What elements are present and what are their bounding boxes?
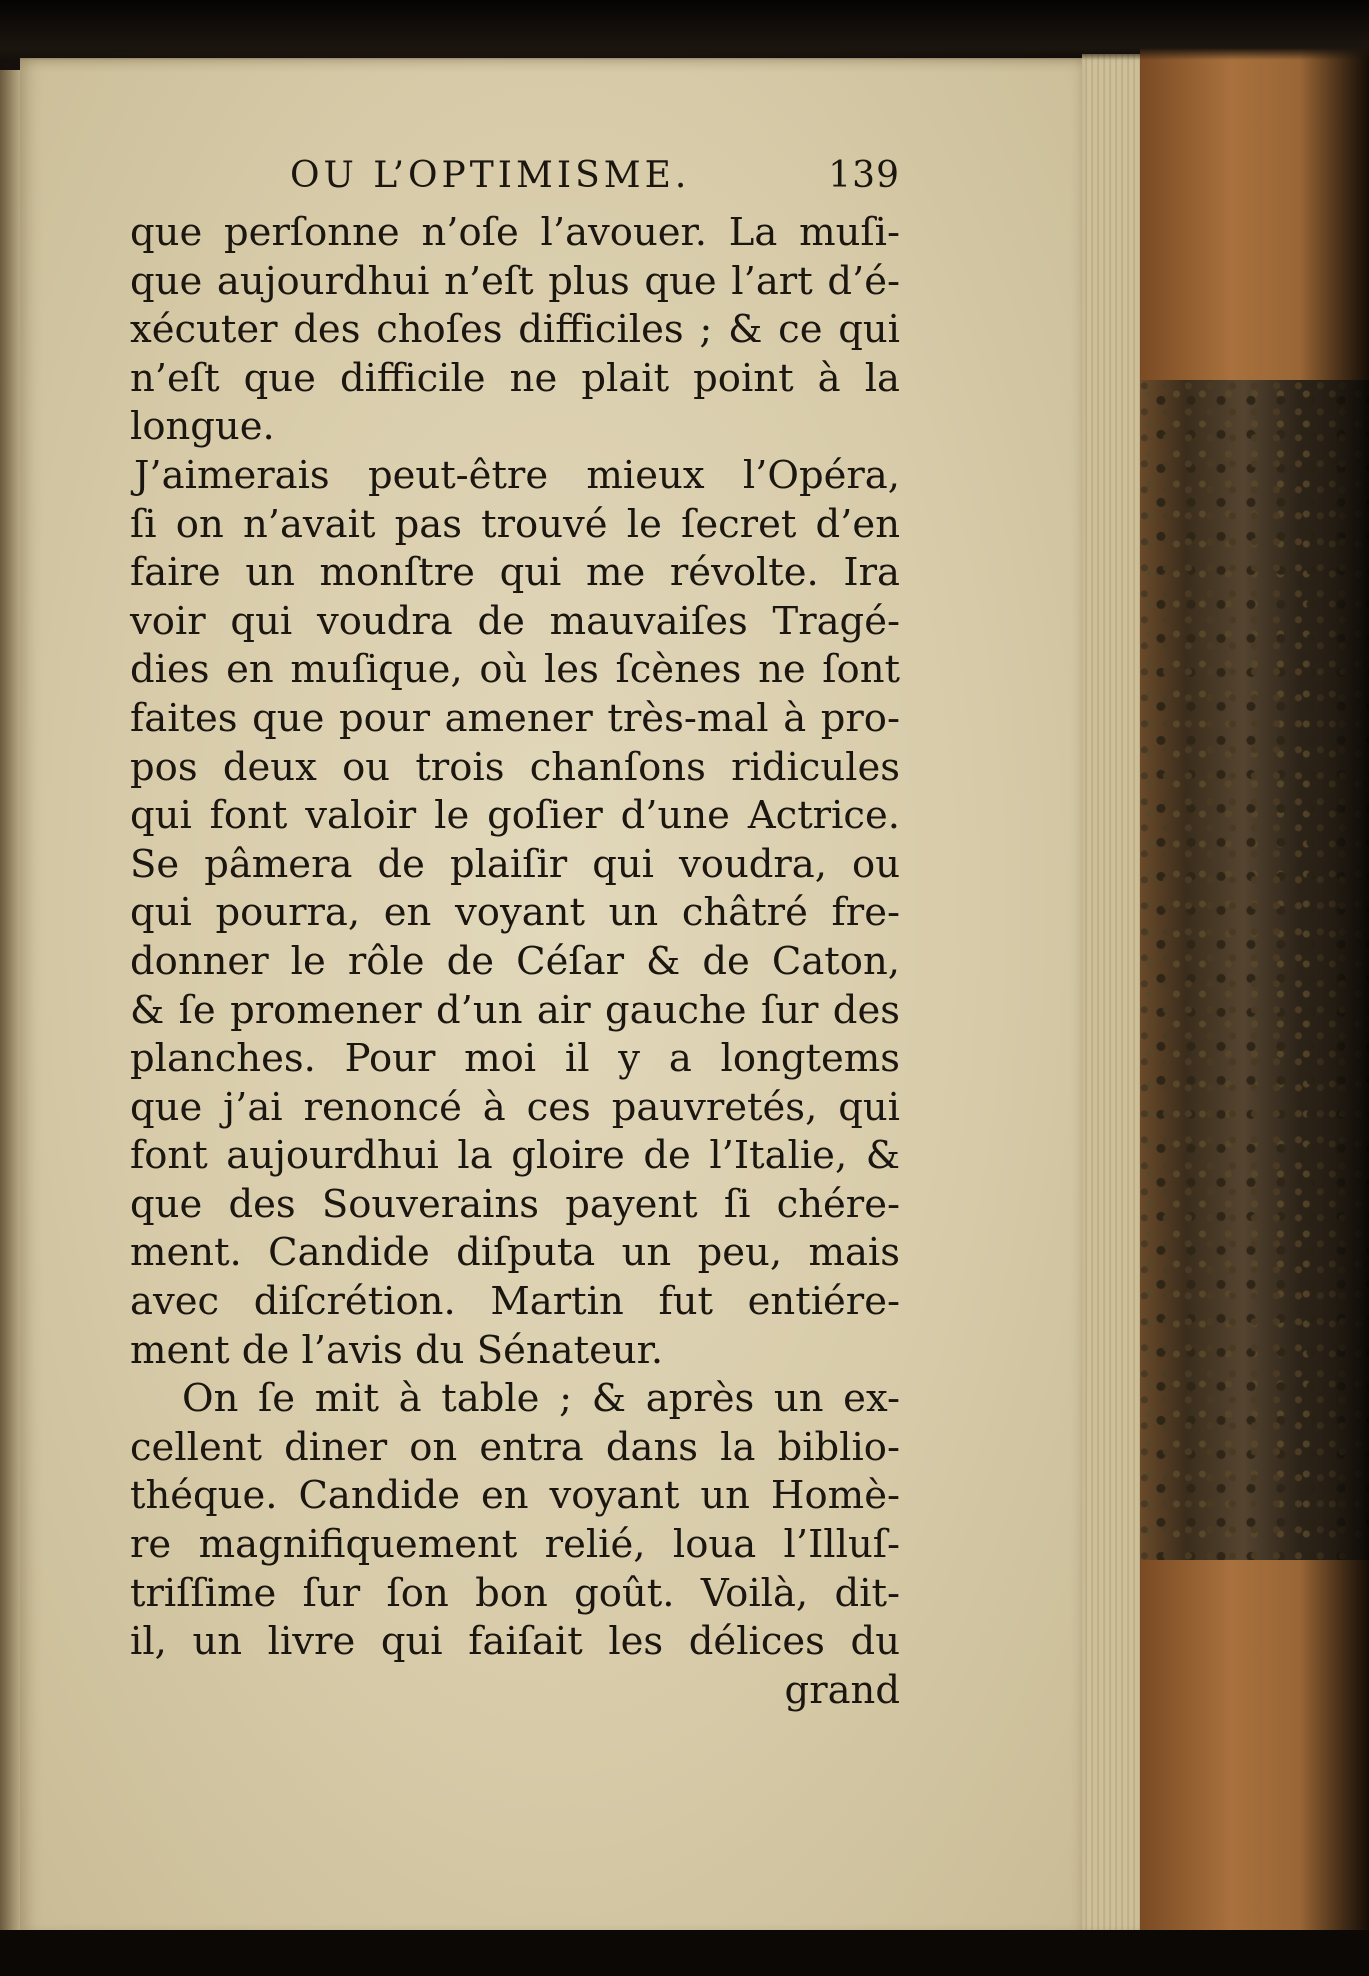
text-line: On ſe mit à table ; & après un ex- [182, 1376, 900, 1422]
page-text [130, 155, 900, 1715]
text-line: dies en muſique, où les ſcènes ne ſont [130, 647, 900, 693]
text-line: donner le rôle de Céſar & de Caton, [130, 938, 900, 984]
text-line: triſſime ſur ſon bon goût. Voilà, dit- [130, 1570, 900, 1616]
text-line: ment de l’avis du Sénateur. [130, 1327, 664, 1373]
text-line: ſi on n’avait pas trouvé le ſecret d’en [130, 501, 900, 547]
text-line: xécuter des choſes difficiles ; & ce qui [130, 307, 900, 353]
text-line: il, un livre qui faiſait les délices du [130, 1619, 900, 1665]
text-line: font aujourdhui la gloire de l’Italie, & [130, 1133, 900, 1179]
text-line: planches. Pour moi il y a longtems [130, 1036, 900, 1082]
text-line: faites que pour amener très-mal à pro- [130, 695, 900, 741]
text-line: J’aimerais peut-être mieux l’Opéra, [134, 452, 900, 498]
text-line: pos deux ou trois chanſons ridicules [130, 744, 900, 790]
text-line: longue. [130, 404, 275, 450]
text-line: ment. Candide diſputa un peu, mais [130, 1230, 900, 1276]
text-line: qui pourra, en voyant un châtré fre- [130, 890, 900, 936]
text-line: Se pâmera de plaiſir qui voudra, ou [130, 841, 900, 887]
running-title: OU L’OPTIMISME. [290, 155, 691, 196]
text-line: que des Souverains payent ſi chére- [130, 1181, 900, 1227]
text-line: que j’ai renoncé à ces pauvretés, qui [130, 1084, 900, 1130]
text-line: avec diſcrétion. Martin fut entiére- [130, 1279, 900, 1325]
catchword: grand [784, 1667, 900, 1713]
text-line: re magnifiquement relié, loua l’Illuſ- [130, 1522, 900, 1568]
text-line: que aujourdhui n’eſt plus que l’art d’é- [130, 258, 900, 304]
text-line: faire un monſtre qui me révolte. Ira [130, 550, 900, 596]
text-line: & ſe promener d’un air gauche ſur des [130, 987, 900, 1033]
page-number: 139 [828, 155, 900, 196]
background-top [0, 0, 1369, 60]
text-line: que perſonne n’oſe l’avouer. La muſi- [130, 210, 900, 255]
text-line: cellent diner on entra dans la biblio- [130, 1424, 900, 1470]
running-head [290, 155, 900, 207]
text-line: voir qui voudra de mauvaiſes Tragé- [130, 598, 900, 644]
text-line: n’eſt que difficile ne plait point à la [130, 355, 900, 401]
text-line: qui font valoir le goſier d’une Actrice. [130, 793, 900, 839]
background-bottom [0, 1930, 1369, 1976]
text-line: théque. Candide en voyant un Homè- [130, 1473, 900, 1519]
cover-shadow [1300, 0, 1369, 1976]
